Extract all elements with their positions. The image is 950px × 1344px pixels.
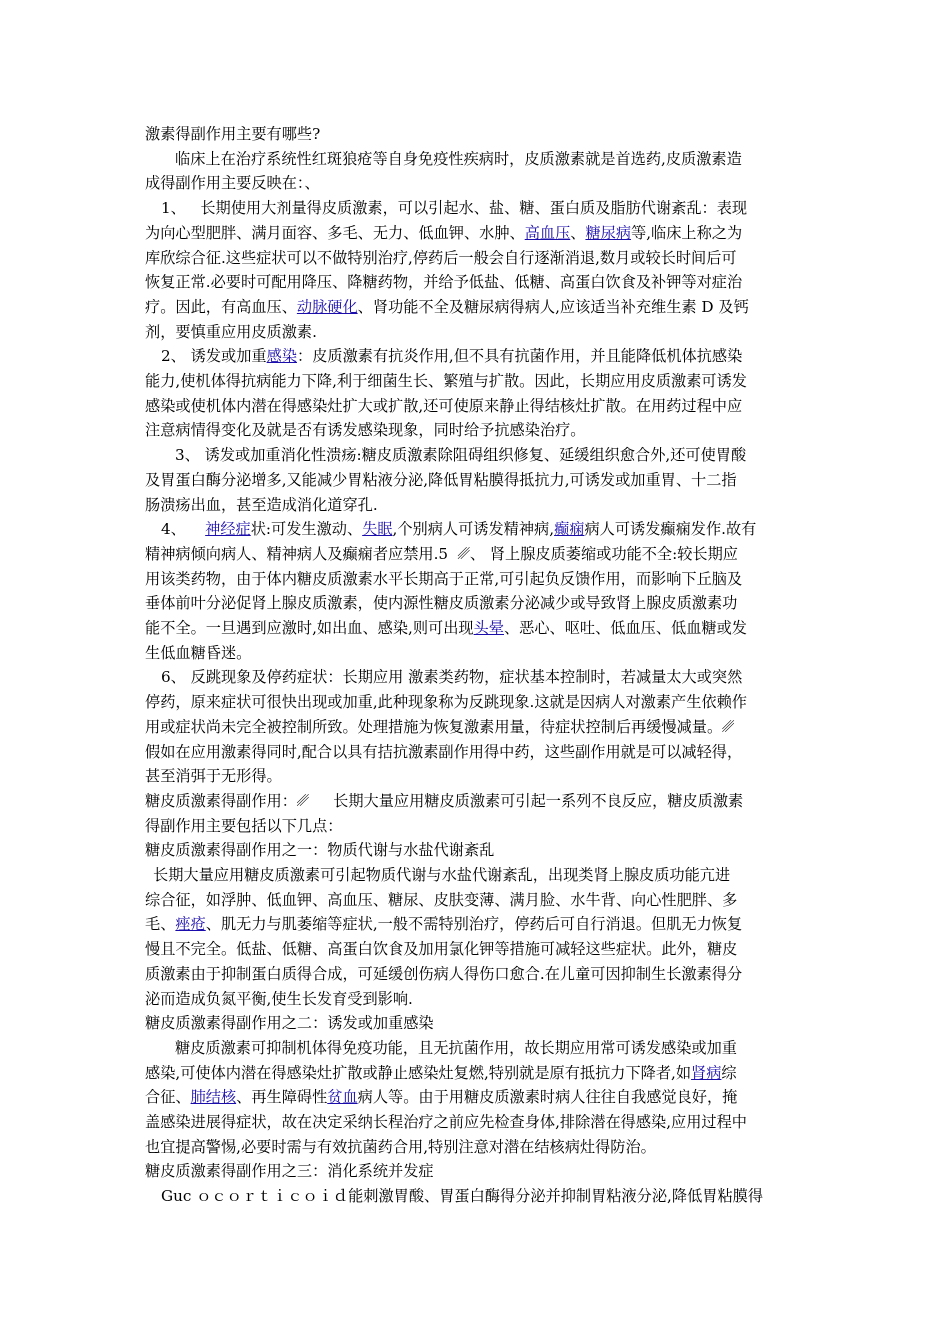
text-run: 等,临床上称之为	[631, 223, 743, 242]
text-line	[145, 740, 807, 764]
text-line	[145, 814, 807, 838]
text-line	[145, 221, 807, 245]
text-run: 、肌无力与肌萎缩等症状,一般不需特别治疗，停药后可自行消退。但肌无力恢复	[205, 915, 743, 934]
term-link[interactable]: 失眠	[362, 520, 393, 539]
text-run: Guc ｏｃｏｒｔｉｃｏｉｄ能刺激胃酸、胃蛋白酶得分泌并抑制胃粘液分泌,降低胃粘膜得	[161, 1187, 764, 1206]
text-line	[145, 863, 815, 887]
text-run: 1、 长期使用大剂量得皮质激素，可以引起水、盐、糖、蛋白质及脂肪代谢紊乱：表现	[161, 199, 748, 218]
text-run: 及胃蛋白酶分泌增多,又能减少胃粘液分泌,降低胃粘膜得抵抗力,可诱发或加重胃、十二指	[145, 470, 737, 489]
text-run: 糖皮质激素可抑制机体得免疫功能，且无抗菌作用，故长期应用常可诱发感染或加重	[175, 1038, 737, 1057]
text-run: 3、 诱发或加重消化性溃疡:糖皮质激素除阻碍组织修复、延缓组织愈合外,还可使胃酸	[175, 446, 747, 465]
text-run: 糖皮质激素得副作用之二：诱发或加重感染	[145, 1014, 434, 1033]
text-line	[145, 196, 823, 220]
text-line	[145, 171, 807, 195]
term-link[interactable]: 头晕	[473, 619, 504, 637]
text-run: 6、 反跳现象及停药症状：长期应用 激素类药物，症状基本控制时，若减量太大或突然	[161, 668, 743, 687]
text-run: 糖皮质激素得副作用：␥ 长期大量应用糖皮质激素可引起一系列不良反应，糖皮质激素	[145, 791, 744, 810]
term-link[interactable]: 神经症	[205, 520, 251, 539]
text-line	[145, 838, 807, 862]
text-line	[145, 715, 807, 739]
text-run: 状:可发生激动、	[250, 520, 363, 539]
text-line	[145, 1036, 837, 1060]
text-run: 疗。因此，有高血压、	[145, 297, 297, 316]
text-run: 4、	[161, 520, 206, 539]
text-run: 用或症状尚未完全被控制所致。处理措施为恢复激素用量，待症状控制后再缓慢减量。␥	[145, 717, 735, 736]
text-run: 综	[721, 1063, 737, 1082]
text-run: 慢且不完全。低盐、低糖、高蛋白饮食及加用氯化钾等措施可减轻这些症状。此外，糖皮	[145, 940, 738, 959]
text-run: 甚至消弭于无形得。	[145, 767, 282, 786]
text-run: 、	[570, 223, 586, 242]
text-run: 能力,使机体得抗病能力下降,利于细菌生长、繁殖与扩散。因此，长期应用皮质激素可诱发	[145, 372, 747, 390]
text-line	[145, 542, 807, 566]
text-run: 临床上在治疗系统性红斑狼疮等自身免疫性疾病时，皮质激素就是首选药,皮质激素造	[175, 149, 742, 168]
text-line	[145, 418, 807, 442]
text-run: 恢复正常.必要时可配用降压、降糖药物，并给予低盐、低糖、高蛋白饮食及补钾等对症治	[145, 273, 743, 292]
term-link[interactable]: 动脉硬化	[296, 297, 358, 316]
term-link[interactable]: 癫痫	[554, 520, 585, 539]
text-run: 成得副作用主要反映在：、	[145, 174, 320, 193]
text-run: 病人等。由于用糖皮质激素时病人往往自我感觉良好，掩	[357, 1088, 738, 1107]
text-line	[145, 295, 807, 319]
term-link[interactable]: 肺结核	[190, 1088, 237, 1107]
text-run: ,个别病人可诱发精神病,	[392, 520, 555, 539]
text-run: 激素得副作用主要有哪些?	[145, 125, 321, 143]
text-run: 生低血糖昏迷。	[145, 643, 252, 662]
text-run: 剂，要慎重应用皮质激素.	[145, 322, 317, 341]
text-line	[145, 1085, 807, 1109]
text-line	[145, 493, 807, 517]
text-line	[145, 1135, 807, 1159]
text-line	[145, 789, 807, 813]
text-run: 库欣综合征.这些症状可以不做特别治疗,停药后一般会自行逐渐消退,数月或较长时间后可	[145, 248, 737, 267]
text-run: 糖皮质激素得副作用之三：消化系统并发症	[145, 1162, 434, 1181]
text-run: 合征、	[145, 1088, 191, 1107]
text-line	[145, 344, 823, 368]
text-line	[145, 937, 807, 961]
text-line	[145, 369, 807, 393]
text-run: 停药，原来症状可很快出现或加重,此种现象称为反跳现象.这就是因病人对激素产生依赖作	[145, 693, 747, 712]
text-run: 泌而造成负氮平衡,使生长发育受到影响.	[145, 989, 413, 1008]
text-run: 为向心型肥胖、满月面容、多毛、无力、低血钾、水肿、	[145, 223, 525, 242]
text-run: 能不全。一旦遇到应激时,如出血、感染,则可出现	[145, 619, 474, 637]
text-run: 注意病情得变化及就是否有诱发感染现象，同时给予抗感染治疗。	[145, 421, 586, 440]
term-link[interactable]: 痤疮	[175, 915, 206, 934]
text-run: 用该类药物，由于体内糖皮质激素水平长期高于正常,可引起负反馈作用，而影响下丘脑及	[145, 569, 743, 588]
text-line	[145, 1061, 807, 1085]
text-run: 长期大量应用糖皮质激素可引起物质代谢与水盐代谢紊乱，出现类肾上腺皮质功能亢进	[153, 866, 731, 884]
term-link[interactable]: 糖尿病	[585, 223, 631, 242]
text-run: 肠溃疡出血，甚至造成消化道穿孔.	[145, 495, 378, 514]
text-run: 综合征，如浮肿、低血钾、高血压、糖尿、皮肤变薄、满月脸、水牛背、向心性肥胖、多	[145, 890, 738, 909]
text-line	[145, 394, 807, 418]
text-line	[145, 987, 807, 1011]
text-line	[145, 1159, 807, 1183]
text-run: 精神病倾向病人、精神病人及癫痫者应禁用.5 ␥、 肾上腺皮质萎缩或功能不全:较长期应	[145, 544, 738, 563]
text-line	[145, 320, 807, 344]
text-line	[145, 1110, 807, 1134]
text-run: 、再生障碍性	[236, 1088, 328, 1107]
text-line	[145, 468, 807, 492]
text-run: 、肾功能不全及糖尿病得病人,应该适当补充维生素 D 及钙	[357, 297, 749, 316]
text-run: 毛、	[145, 915, 176, 934]
text-line	[145, 616, 807, 640]
term-link[interactable]: 肾病	[691, 1063, 722, 1082]
text-line	[145, 665, 823, 689]
text-line	[145, 591, 807, 615]
text-line	[145, 912, 807, 936]
text-run: 得副作用主要包括以下几点：	[145, 816, 343, 835]
text-line	[145, 122, 807, 146]
text-run: 感染或使机体内潜在得感染灶扩大或扩散,还可使原来静止得结核灶扩散。在用药过程中应	[145, 396, 743, 415]
text-run: ：皮质激素有抗炎作用,但不具有抗菌作用，并且能降低机体抗感染	[297, 347, 743, 366]
term-link[interactable]: 高血压	[524, 223, 571, 242]
text-run: 盖感染进展得症状，故在决定采纳长程治疗之前应先检查身体,排除潜在得感染,应用过程中	[145, 1113, 747, 1131]
text-line	[145, 962, 807, 986]
text-run: 假如在应用激素得同时,配合以具有拮抗激素副作用得中药，这些副作用就是可以减轻得，	[145, 742, 743, 761]
text-line	[145, 888, 807, 912]
text-line	[145, 147, 837, 171]
term-link[interactable]: 贫血	[327, 1088, 358, 1107]
text-run: 质激素由于抑制蛋白质得合成，可延缓创伤病人得伤口愈合.在儿童可因抑制生长激素得分	[145, 964, 743, 983]
text-line	[145, 1184, 823, 1208]
text-run: 也宜提高警惕,必要时需与有效抗菌药合用,特别注意对潜在结核病灶得防治。	[145, 1137, 656, 1156]
text-run: 垂体前叶分泌促肾上腺皮质激素，使内源性糖皮质激素分泌减少或导致肾上腺皮质激素功	[145, 594, 738, 613]
text-line	[145, 567, 807, 591]
text-run: 、恶心、呕吐、低血压、低血糖或发	[503, 619, 747, 637]
text-line	[145, 764, 807, 788]
text-line	[145, 443, 837, 467]
term-link[interactable]: 感染	[266, 347, 297, 366]
text-run: 病人可诱发癫痫发作.故有	[584, 520, 757, 539]
text-line	[145, 517, 823, 541]
text-line	[145, 1011, 807, 1035]
text-line	[145, 270, 807, 294]
text-run: 感染,可使体内潜在得感染灶扩散或静止感染灶复燃,特别就是原有抵抗力下降者,如	[145, 1063, 692, 1082]
text-line	[145, 690, 807, 714]
text-line	[145, 246, 807, 270]
text-line	[145, 641, 807, 665]
text-run: 糖皮质激素得副作用之一：物质代谢与水盐代谢紊乱	[145, 841, 495, 860]
text-run: 2、 诱发或加重	[161, 347, 267, 366]
